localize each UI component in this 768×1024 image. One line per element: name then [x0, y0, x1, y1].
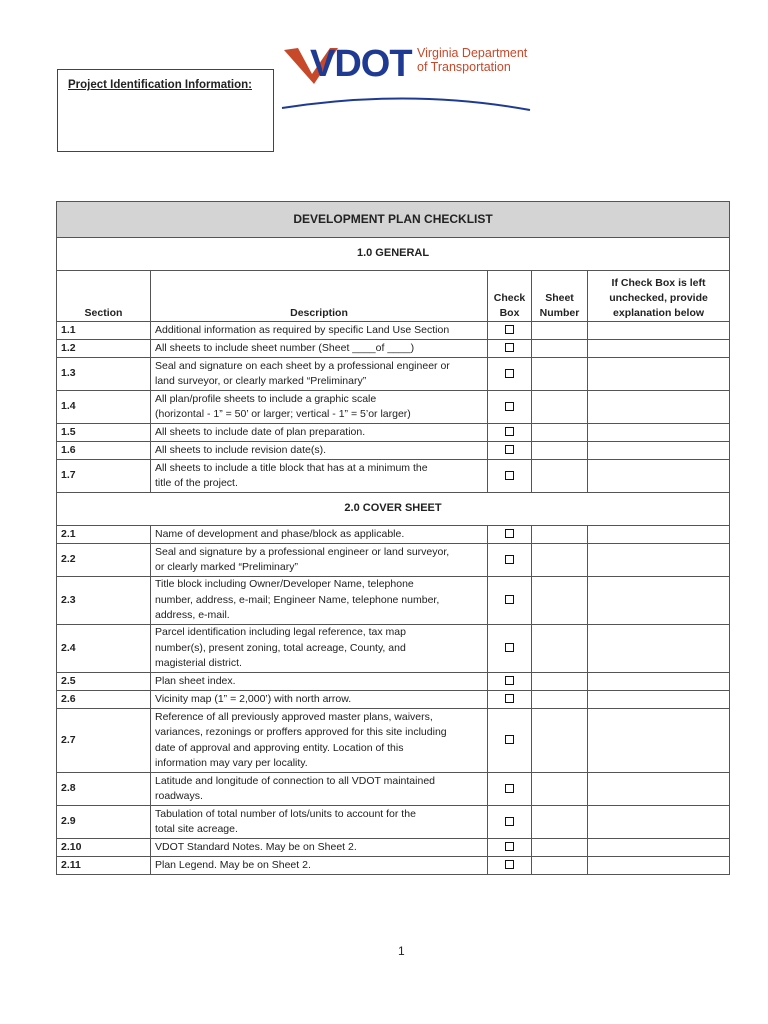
row-description	[151, 839, 488, 857]
row-check-cell	[488, 442, 532, 460]
header-sheet-line1: Sheet	[545, 292, 574, 304]
row-description-line: Parcel identification including legal reference, tax map	[155, 626, 406, 639]
logo-underline-arc	[282, 98, 530, 110]
row-description-line: VDOT Standard Notes. May be on Sheet 2.	[155, 840, 357, 853]
checklist-row-1-3	[57, 358, 730, 391]
row-sheet-number-cell[interactable]	[532, 340, 588, 358]
development-plan-checklist-table	[56, 201, 730, 875]
row-explanation-cell[interactable]	[588, 625, 730, 673]
row-sheet-number-cell[interactable]	[532, 526, 588, 544]
header-explain-line3: explanation below	[613, 307, 705, 319]
row-description	[151, 625, 488, 673]
row-description-line: Reference of all previously approved master plans, waivers,	[155, 710, 433, 723]
row-section-number: 2.9	[57, 806, 151, 839]
row-description	[151, 806, 488, 839]
row-description-line: roadways.	[155, 790, 203, 802]
checkbox[interactable]	[505, 595, 514, 604]
row-section-number: 2.5	[57, 673, 151, 691]
row-check-cell	[488, 691, 532, 709]
row-sheet-number-cell[interactable]	[532, 625, 588, 673]
row-sheet-number-cell[interactable]	[532, 773, 588, 806]
row-explanation-cell[interactable]	[588, 424, 730, 442]
row-description-line: Vicinity map (1” = 2,000’) with north arrow.	[155, 692, 352, 705]
checklist-row-2-6	[57, 691, 730, 709]
row-sheet-number-cell[interactable]	[532, 673, 588, 691]
checkbox[interactable]	[505, 325, 514, 334]
checklist-row-2-9	[57, 806, 730, 839]
checklist-row-2-4	[57, 625, 730, 673]
row-description-line: Seal and signature on each sheet by a professional engineer or	[155, 359, 450, 372]
checkbox[interactable]	[505, 842, 514, 851]
row-section-number: 1.2	[57, 340, 151, 358]
checkbox[interactable]	[505, 402, 514, 411]
checkbox[interactable]	[505, 735, 514, 744]
row-explanation-cell[interactable]	[588, 391, 730, 424]
section-heading-general: 1.0 GENERAL	[57, 238, 730, 271]
row-check-cell	[488, 424, 532, 442]
row-sheet-number-cell[interactable]	[532, 442, 588, 460]
row-description-line: date of approval and approving entity. Location of this	[155, 741, 404, 754]
checklist-row-2-8	[57, 773, 730, 806]
row-explanation-cell[interactable]	[588, 544, 730, 577]
row-description-line: Latitude and longitude of connection to all VDOT maintained	[155, 774, 435, 787]
row-explanation-cell[interactable]	[588, 340, 730, 358]
row-check-cell	[488, 391, 532, 424]
checklist-row-1-5	[57, 424, 730, 442]
row-description-line: All sheets to include sheet number (Sheet ____of ____)	[155, 341, 415, 354]
project-identification-label: Project Identification Information:	[68, 79, 253, 91]
checkbox[interactable]	[505, 471, 514, 480]
checkbox[interactable]	[505, 784, 514, 793]
header-explain-line1: If Check Box is left	[611, 277, 706, 289]
row-description-line: number, address, e-mail; Engineer Name, telephone number,	[155, 593, 440, 606]
row-check-cell	[488, 544, 532, 577]
row-explanation-cell[interactable]	[588, 460, 730, 493]
row-section-number: 2.10	[57, 839, 151, 857]
row-section-number: 2.8	[57, 773, 151, 806]
checklist-row-2-2	[57, 544, 730, 577]
checkbox[interactable]	[505, 343, 514, 352]
row-sheet-number-cell[interactable]	[532, 391, 588, 424]
checklist-row-2-3	[57, 577, 730, 625]
row-explanation-cell[interactable]	[588, 773, 730, 806]
row-description-line: land surveyor, or clearly marked “Preliminary”	[155, 375, 367, 387]
row-description	[151, 460, 488, 493]
header-section: Section	[57, 271, 151, 322]
checklist-row-1-6	[57, 442, 730, 460]
row-explanation-cell[interactable]	[588, 857, 730, 875]
row-description	[151, 391, 488, 424]
checklist-row-1-1	[57, 322, 730, 340]
checklist-row-1-7	[57, 460, 730, 493]
row-description-line: number(s), present zoning, total acreage, County, and	[155, 641, 406, 654]
header-sheet-number	[532, 271, 588, 322]
header-explain-line2: unchecked, provide	[609, 292, 708, 304]
checkbox[interactable]	[505, 694, 514, 703]
checkbox[interactable]	[505, 427, 514, 436]
column-header-row	[57, 271, 730, 322]
row-section-number: 1.5	[57, 424, 151, 442]
row-description-line: title of the project.	[155, 477, 238, 489]
row-sheet-number-cell[interactable]	[532, 857, 588, 875]
row-section-number: 2.6	[57, 691, 151, 709]
row-sheet-number-cell[interactable]	[532, 322, 588, 340]
checklist-title: DEVELOPMENT PLAN CHECKLIST	[57, 202, 730, 238]
checkbox[interactable]	[505, 860, 514, 869]
row-description	[151, 691, 488, 709]
row-explanation-cell[interactable]	[588, 358, 730, 391]
row-explanation-cell[interactable]	[588, 673, 730, 691]
checklist-row-2-10	[57, 839, 730, 857]
row-description	[151, 322, 488, 340]
row-section-number: 2.1	[57, 526, 151, 544]
row-section-number: 2.7	[57, 709, 151, 773]
logo-dept-line2: of Transportation	[417, 60, 511, 74]
row-description-line: address, e-mail.	[155, 609, 230, 622]
checkbox[interactable]	[505, 817, 514, 826]
checkbox[interactable]	[505, 369, 514, 378]
row-explanation-cell[interactable]	[588, 526, 730, 544]
row-sheet-number-cell[interactable]	[532, 460, 588, 493]
row-explanation-cell[interactable]	[588, 709, 730, 773]
header-explanation	[588, 271, 730, 322]
row-description-line: variances, rezonings or proffers approved for this site including	[155, 726, 447, 738]
checkbox[interactable]	[505, 676, 514, 685]
row-check-cell	[488, 625, 532, 673]
row-explanation-cell[interactable]	[588, 442, 730, 460]
row-sheet-number-cell[interactable]	[532, 358, 588, 391]
logo-department-name	[417, 46, 527, 74]
row-check-cell	[488, 358, 532, 391]
row-description-line: Title block including Owner/Developer Name, telephone	[155, 578, 414, 591]
row-section-number: 1.3	[57, 358, 151, 391]
checkbox[interactable]	[505, 643, 514, 652]
row-explanation-cell[interactable]	[588, 806, 730, 839]
row-description-line: All sheets to include date of plan preparation.	[155, 425, 366, 438]
project-identification-box	[57, 69, 274, 152]
row-description-line: or clearly marked “Preliminary”	[155, 561, 298, 573]
row-check-cell	[488, 577, 532, 625]
row-description	[151, 857, 488, 875]
row-description-line: magisterial district.	[155, 657, 242, 670]
row-description-line: Plan Legend. May be on Sheet 2.	[155, 858, 311, 871]
row-section-number: 2.2	[57, 544, 151, 577]
header-check-line2: Box	[499, 307, 520, 319]
checklist-title-row	[57, 202, 730, 238]
header-check-box	[488, 271, 532, 322]
row-explanation-cell[interactable]	[588, 577, 730, 625]
checklist-row-2-1	[57, 526, 730, 544]
row-section-number: 2.11	[57, 857, 151, 875]
row-description-line: All plan/profile sheets to include a graphic scale	[155, 392, 377, 405]
checklist-row-2-11	[57, 857, 730, 875]
row-description-line: total site acreage.	[155, 823, 238, 835]
section-heading-cover-sheet: 2.0 COVER SHEET	[57, 493, 730, 526]
row-description-line: Plan sheet index.	[155, 674, 236, 687]
row-sheet-number-cell[interactable]	[532, 709, 588, 773]
header-sheet-line2: Number	[539, 307, 580, 319]
row-check-cell	[488, 773, 532, 806]
row-section-number: 2.4	[57, 625, 151, 673]
row-description	[151, 544, 488, 577]
checkbox[interactable]	[505, 445, 514, 454]
row-section-number: 1.7	[57, 460, 151, 493]
row-description	[151, 577, 488, 625]
row-check-cell	[488, 673, 532, 691]
row-description-line: information may vary per locality.	[155, 757, 308, 769]
row-section-number: 1.1	[57, 322, 151, 340]
row-description-line: Tabulation of total number of lots/units to account for the	[155, 807, 416, 820]
header-check-line1: Check	[493, 292, 526, 304]
row-sheet-number-cell[interactable]	[532, 839, 588, 857]
row-check-cell	[488, 709, 532, 773]
row-description	[151, 442, 488, 460]
row-check-cell	[488, 806, 532, 839]
checklist-row-1-2	[57, 340, 730, 358]
row-explanation-cell[interactable]	[588, 691, 730, 709]
vdot-logo	[280, 40, 532, 114]
row-check-cell	[488, 857, 532, 875]
row-sheet-number-cell[interactable]	[532, 577, 588, 625]
row-check-cell	[488, 839, 532, 857]
row-description	[151, 773, 488, 806]
row-sheet-number-cell[interactable]	[532, 691, 588, 709]
row-description	[151, 358, 488, 391]
header-description: Description	[151, 271, 488, 322]
checklist-row-2-7	[57, 709, 730, 773]
row-section-number: 1.6	[57, 442, 151, 460]
row-sheet-number-cell[interactable]	[532, 544, 588, 577]
row-description	[151, 424, 488, 442]
row-check-cell	[488, 340, 532, 358]
row-check-cell	[488, 526, 532, 544]
row-section-number: 1.4	[57, 391, 151, 424]
logo-dept-line1: Virginia Department	[417, 46, 528, 60]
row-check-cell	[488, 322, 532, 340]
row-description	[151, 526, 488, 544]
row-description-line: Additional information as required by specific Land Use Section	[155, 323, 450, 336]
row-check-cell	[488, 460, 532, 493]
row-description-line: All sheets to include revision date(s).	[155, 443, 326, 456]
section-heading-row	[57, 238, 730, 271]
row-description-line: All sheets to include a title block that has at a minimum the	[155, 461, 428, 474]
row-sheet-number-cell[interactable]	[532, 424, 588, 442]
checklist-row-1-4	[57, 391, 730, 424]
page-number: 1	[398, 944, 405, 958]
row-description-line: (horizontal - 1” = 50’ or larger; vertical - 1” = 5’or larger)	[155, 408, 411, 420]
row-description-line: Seal and signature by a professional engineer or land surveyor,	[155, 545, 450, 558]
checklist-row-2-5	[57, 673, 730, 691]
section-heading-row	[57, 493, 730, 526]
row-description	[151, 709, 488, 773]
logo-brand-text: VDOT	[310, 43, 412, 85]
row-sheet-number-cell[interactable]	[532, 806, 588, 839]
checkbox[interactable]	[505, 529, 514, 538]
row-section-number: 2.3	[57, 577, 151, 625]
row-explanation-cell[interactable]	[588, 839, 730, 857]
row-explanation-cell[interactable]	[588, 322, 730, 340]
row-description-line: Name of development and phase/block as applicable.	[155, 527, 405, 540]
checkbox[interactable]	[505, 555, 514, 564]
row-description	[151, 340, 488, 358]
row-description	[151, 673, 488, 691]
